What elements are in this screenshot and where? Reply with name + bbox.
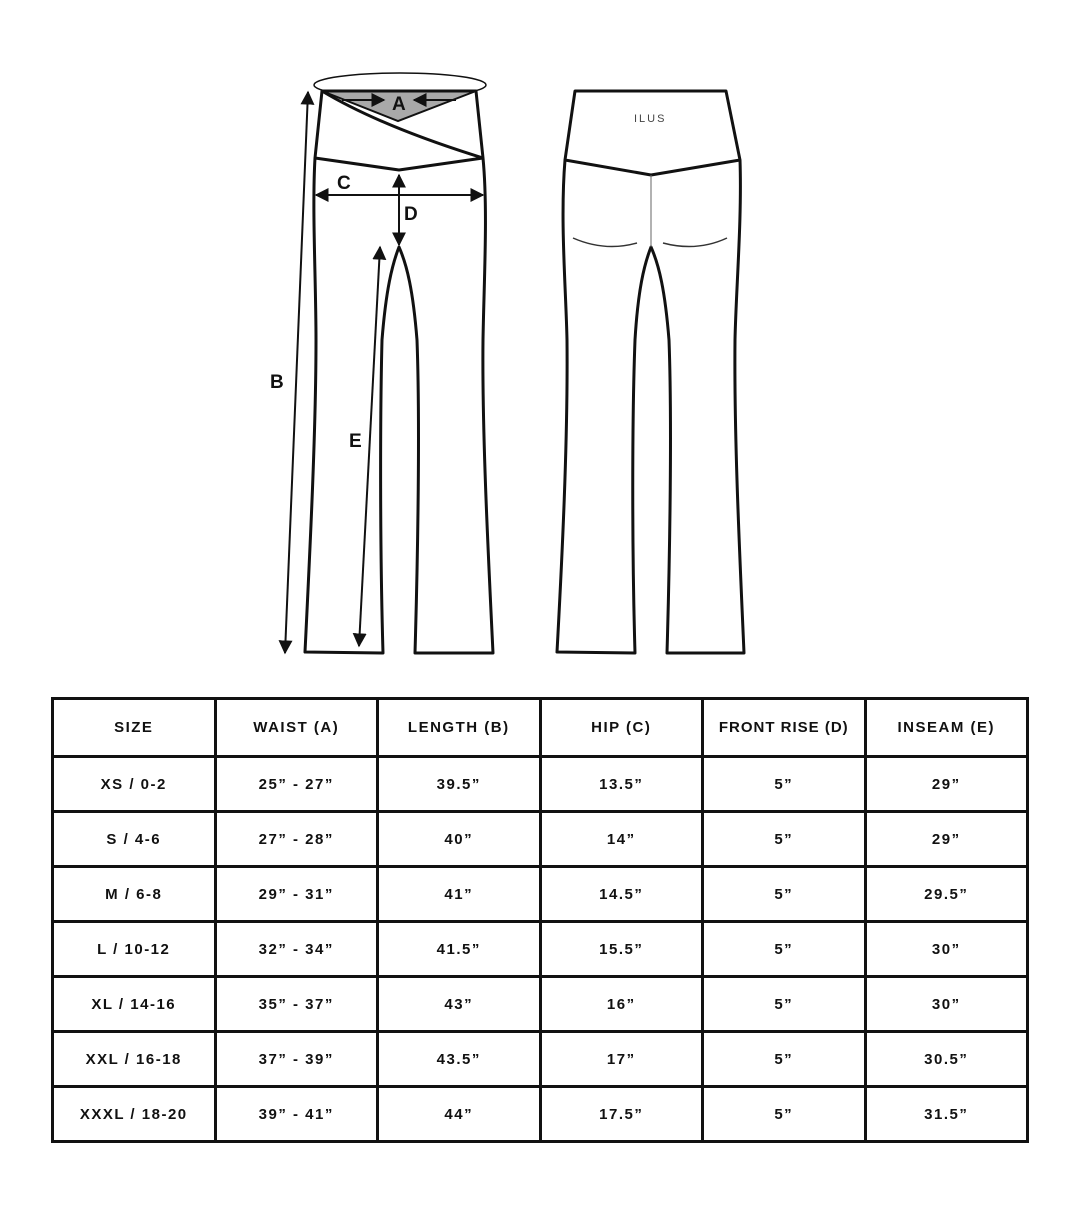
label-e: E [349,431,362,452]
table-row [53,867,1028,922]
header-front-rise: FRONT RISE (D) [703,699,866,757]
cell-waist: 32” - 34” [215,922,378,977]
label-b: B [270,372,284,393]
cell-size: S / 4-6 [53,812,216,867]
table-header-row [53,699,1028,757]
cell-length: 41” [378,867,541,922]
table-row [53,922,1028,977]
cell-waist: 29” - 31” [215,867,378,922]
label-c: C [337,173,351,194]
cell-inseam: 31.5” [865,1087,1028,1142]
cell-front-rise: 5” [703,922,866,977]
table-row [53,757,1028,812]
cell-waist: 25” - 27” [215,757,378,812]
inseam-arrow [359,247,380,646]
label-d: D [404,204,418,225]
cell-front-rise: 5” [703,1087,866,1142]
cell-front-rise: 5” [703,1032,866,1087]
table-row [53,1087,1028,1142]
cell-waist: 39” - 41” [215,1087,378,1142]
table-row [53,977,1028,1032]
header-length: LENGTH (B) [378,699,541,757]
cell-inseam: 30” [865,977,1028,1032]
cell-size: XS / 0-2 [53,757,216,812]
cell-waist: 37” - 39” [215,1032,378,1087]
cell-size: XXXL / 18-20 [53,1087,216,1142]
cell-length: 44” [378,1087,541,1142]
size-chart-table [51,697,1029,1143]
header-size: SIZE [53,699,216,757]
cell-length: 41.5” [378,922,541,977]
brand-label: ILUS [634,113,667,125]
cell-front-rise: 5” [703,867,866,922]
header-inseam: INSEAM (E) [865,699,1028,757]
cell-size: XL / 14-16 [53,977,216,1032]
cell-inseam: 29.5” [865,867,1028,922]
cell-length: 43” [378,977,541,1032]
header-hip: HIP (C) [540,699,703,757]
cell-size: L / 10-12 [53,922,216,977]
seat-curve-left [573,238,637,247]
back-view [557,91,744,653]
cell-hip: 16” [540,977,703,1032]
cell-hip: 13.5” [540,757,703,812]
cell-inseam: 29” [865,812,1028,867]
header-waist: WAIST (A) [215,699,378,757]
cell-hip: 17” [540,1032,703,1087]
cell-inseam: 29” [865,757,1028,812]
back-waistband [565,91,740,175]
cell-inseam: 30” [865,922,1028,977]
cell-length: 39.5” [378,757,541,812]
table-row [53,1032,1028,1087]
cell-size: M / 6-8 [53,867,216,922]
seat-curve-right [663,238,727,247]
cell-inseam: 30.5” [865,1032,1028,1087]
cell-size: XXL / 16-18 [53,1032,216,1087]
cell-waist: 27” - 28” [215,812,378,867]
cell-hip: 14.5” [540,867,703,922]
label-a: A [392,94,406,115]
cell-hip: 14” [540,812,703,867]
cell-front-rise: 5” [703,757,866,812]
cell-front-rise: 5” [703,812,866,867]
cell-waist: 35” - 37” [215,977,378,1032]
cell-length: 40” [378,812,541,867]
length-arrow [285,92,308,653]
cell-hip: 17.5” [540,1087,703,1142]
cell-length: 43.5” [378,1032,541,1087]
cell-hip: 15.5” [540,922,703,977]
cell-front-rise: 5” [703,977,866,1032]
table-row [53,812,1028,867]
front-view [270,73,493,653]
